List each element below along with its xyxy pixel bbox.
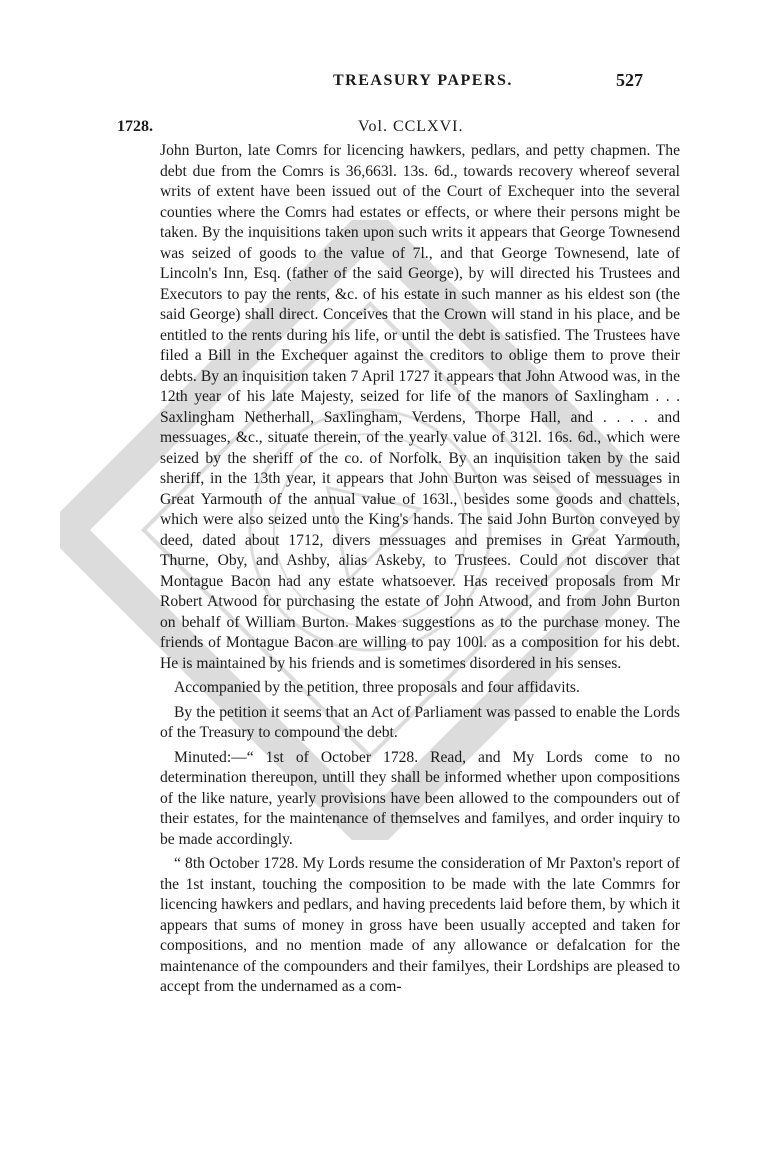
page-number: 527 (616, 70, 643, 90)
paragraph-minuted: Minuted:—“ 1st of October 1728. Read, and My Lords come to no determination thereupon, untill they shall be informed whether upon compositions of the like nature, yearly provisions have been allowed to the compounders out of their estates, for the maintenance of themselves and familyes, and order inquiry to be made accordingly. (160, 748, 680, 848)
paragraph-petition: By the petition it seems that an Act of Parliament was passed to enable the Lords of the Treasury to compound the debt. (160, 703, 680, 741)
body-text (160, 141, 680, 998)
paragraph-october-8: “ 8th October 1728. My Lords resume the consideration of Mr Paxton's report of the 1st instant, touching the composition to be made with the late Commrs for licencing hawkers and pedlars, and having precedents laid before them, by which it appears that sums of money in gross have been usually accepted and taken for compositions, and no mention made of any allowance or defalcation for the maintenance of the compounders and their familyes, their Lordships are pleased to accept from the undernamed as a com- (160, 855, 680, 995)
volume-heading: Vol. CCLXVI. (358, 118, 464, 135)
paragraph-accompanied: Accompanied by the petition, three proposals and four affidavits. (174, 679, 580, 696)
paragraph-report: John Burton, late Comrs for licencing hawkers, pedlars, and petty chapmen. The debt due from the Comrs is 36,663l. 13s. 6d., towards recovery whereof several writs of extent have been issued out of the Court of Exchequer into the several counties where the Comrs had estates or effects, or where their persons might be taken. By the inquisitions taken upon such writs it appears that George Townesend was seized of goods to the value of 7l., and that George Townesend, late of Lincoln's Inn, Esq. (father of the said George), by will directed his Trustees and Executors to pay the rents, &c. of his estate in such manner as his eldest son (the said George) shall direct. Conceives that the Crown will stand in his place, and be entitled to the rents during his life, or until the debt is satisfied. The Trustees have filed a Bill in the Exchequer against the creditors to oblige them to prove their debts. By an inquisition taken 7 April 1727 it appears that John Atwood was, in the 12th year of his late Majesty, seized for life of the manors of Saxlingham . . . Saxlingham Netherhall, Saxlingham, Verdens, Thorpe Hall, and . . . . and messuages, &c., situate therein, of the yearly value of 312l. 16s. 6d., which were seized by the sheriff of the co. of Norfolk. By an inquisition taken by the said sheriff, in the 13th year, it appears that John Burton was seised of messuages in Great Yarmouth of the annual value of 163l., besides some goods and chattels, which were also seized unto the King's hands. The said John Burton conveyed by deed, dated about 1712, divers messuages and premises in Great Yarmouth, Thurne, Oby, and Ashby, alias Askeby, to Trustees. Could not discover that Montague Bacon had any estate whatsoever. Has received proposals from Mr Robert Atwood for purchasing the estate of John Atwood, and from John Burton on behalf of William Burton. Makes suggestions as to the purchase money. The friends of Montague Bacon are willing to pay 100l. as a composition for his debt. He is maintained by his friends and is sometimes disordered in his senses. (160, 142, 680, 672)
margin-year: 1728. (117, 118, 153, 135)
running-title: TREASURY PAPERS. (333, 72, 513, 89)
